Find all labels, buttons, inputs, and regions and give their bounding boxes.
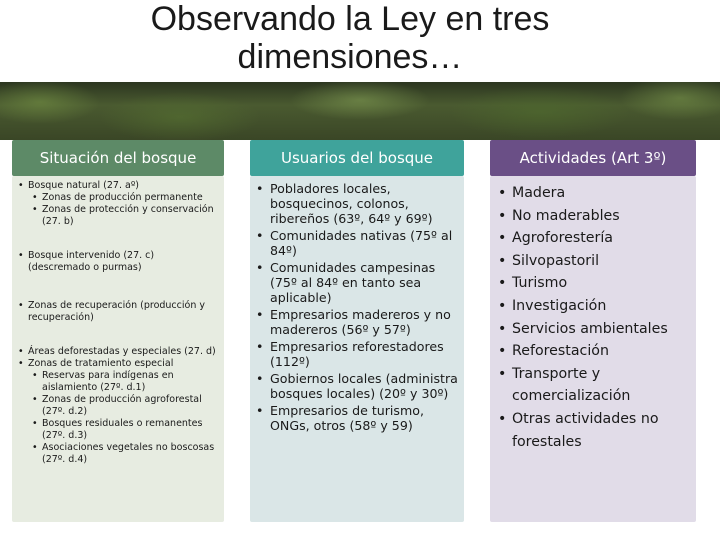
- list-item: • Agroforestería: [498, 227, 692, 250]
- sub-list-item: • Zonas de producción permanente: [18, 192, 218, 204]
- list-item: • Bosque natural (27. aº): [18, 180, 218, 192]
- list-item: • Empresarios madereros y no madereros (56º y 57º): [256, 307, 460, 337]
- list-item: • Silvopastoril: [498, 250, 692, 273]
- column-situacion: [12, 140, 224, 465]
- list-item: • Comunidades nativas (75º al 84º): [256, 228, 460, 258]
- forest-banner-image: [0, 82, 720, 140]
- slide-title: Observando la Ley en tres dimensiones…: [150, 0, 550, 76]
- column-header: Situación del bosque: [12, 140, 224, 176]
- sub-list-item: • Asociaciones vegetales no boscosas (27º. d.4): [18, 442, 218, 466]
- list-item: • Pobladores locales, bosquecinos, colonos, ribereños (63º, 64º y 69º): [256, 181, 460, 226]
- list-item: • Zonas de recuperación (producción y recuperación): [18, 300, 218, 324]
- list-item: • Empresarios de turismo, ONGs, otros (58º y 59): [256, 403, 460, 433]
- list-item: • Reforestación: [498, 340, 692, 363]
- column-header: Actividades (Art 3º): [490, 140, 696, 176]
- list-item: • Gobiernos locales (administra bosques locales) (20º y 30º): [256, 371, 460, 401]
- list-item: • Servicios ambientales: [498, 318, 692, 341]
- column-body: [250, 176, 464, 522]
- list-item: • Otras actividades no forestales: [498, 408, 692, 453]
- list-item: • Zonas de tratamiento especial: [18, 358, 218, 370]
- sub-list-item: • Zonas de producción agroforestal (27º. d.2): [18, 394, 218, 418]
- column-actividades: [490, 140, 696, 450]
- list-item: • Madera: [498, 182, 692, 205]
- list-item: • No maderables: [498, 205, 692, 228]
- list-item: • Transporte y comercialización: [498, 363, 692, 408]
- list-item: • Comunidades campesinas (75º al 84º en tanto sea aplicable): [256, 260, 460, 305]
- column-header: Usuarios del bosque: [250, 140, 464, 176]
- list-item: • Áreas deforestadas y especiales (27. d): [18, 346, 218, 358]
- list-item: • Investigación: [498, 295, 692, 318]
- column-body: [12, 176, 224, 522]
- list-item: • Turismo: [498, 272, 692, 295]
- list-item: • Bosque intervenido (27. c) (descremado o purmas): [18, 250, 218, 274]
- list-item: • Empresarios reforestadores (112º): [256, 339, 460, 369]
- sub-list-item: • Bosques residuales o remanentes (27º. d.3): [18, 418, 218, 442]
- sub-list-item: • Zonas de protección y conservación (27. b): [18, 204, 218, 228]
- column-body: [490, 176, 696, 522]
- sub-list-item: • Reservas para indígenas en aislamiento (27º. d.1): [18, 370, 218, 394]
- column-usuarios: [250, 140, 464, 433]
